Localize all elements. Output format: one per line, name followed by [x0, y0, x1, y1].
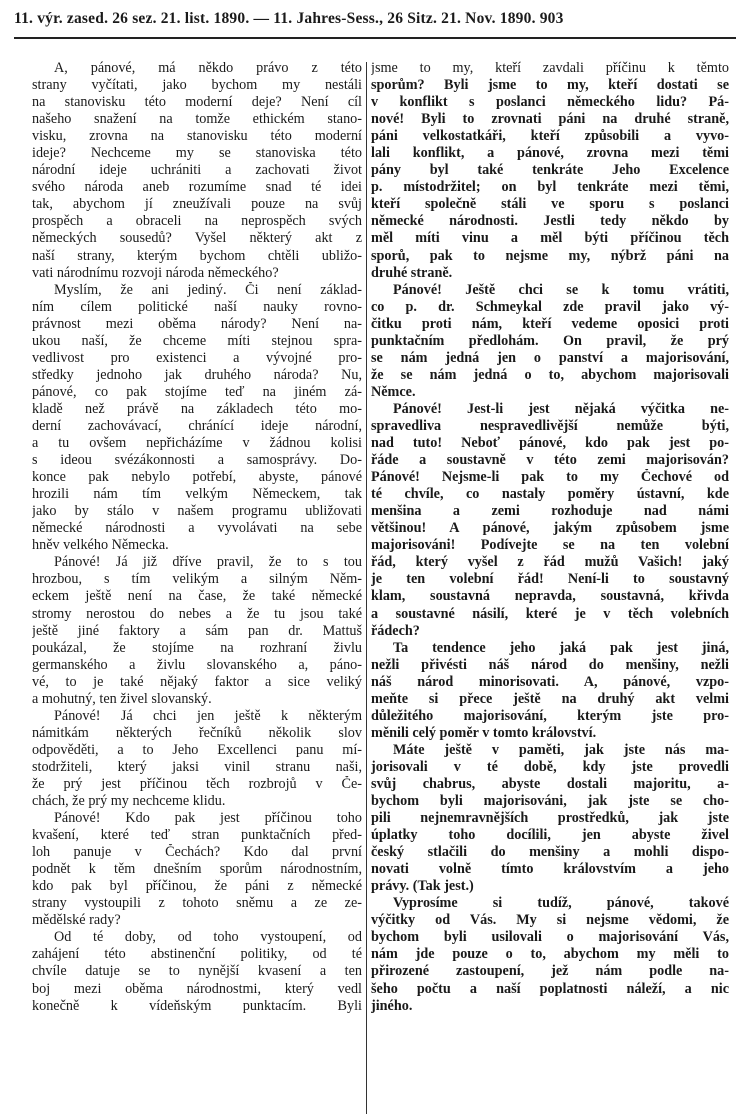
text-line: derní zachovávací, chránící ideje národní, — [32, 417, 362, 434]
text-line: přirozené zastoupení, jež nám podle na- — [371, 963, 729, 980]
text-line: ideje? Nechceme my se stanoviska této — [32, 145, 362, 162]
text-line: bychom byli majorisováni, jak jste se cho- — [371, 793, 729, 810]
text-line: mědělské rady? — [32, 912, 121, 929]
text-line: Pánové! Já již dříve pravil, že to s tou — [54, 554, 362, 571]
text-line: měnili celý poměr v tomto království. — [371, 724, 597, 741]
text-line: jsme to my, kteří zavdali příčinu k těmto — [371, 60, 729, 76]
text-line: bychom byli usilovali o majorisování Vás, — [371, 929, 729, 946]
text-line: meňte si přece ještě na druhý akt velmi — [371, 690, 729, 707]
text-line: jorisovali v té době, kdy jste provedli — [371, 758, 729, 775]
text-line: hněv velkého Německa. — [32, 537, 169, 554]
text-line: právnost mezi oběma národy? Není na- — [32, 315, 362, 332]
text-line: Pánové! Kdo pak jest příčinou toho — [54, 810, 362, 827]
text-line: Pánové! Ještě chci se k tomu vrátiti, — [393, 281, 729, 298]
text-line: nové! Byli to zrovnati páni na druhé straně, — [371, 111, 729, 128]
text-line: strany vyčítati, jako bychom my nestáli — [32, 77, 362, 94]
text-line: úplatky toho docílili, jen abyste živel — [371, 827, 729, 844]
text-line: jako by stálo v našem programu ubližovati — [32, 503, 362, 520]
text-line: a mohutný, ten živel slovanský. — [32, 690, 212, 707]
text-line: spravedliva nespravedlivější nemůže býti, — [371, 417, 729, 434]
text-line: na stanovisku této moderní deje? Není cíl — [32, 94, 362, 111]
text-line: pány byl také tenkráte Jeho Excelence — [371, 162, 729, 179]
text-line: Ta tendence jeho jaká pak jest jiná, — [393, 639, 729, 656]
text-line: šeho počtu a naší poplatnosti náleží, a nic — [371, 980, 729, 997]
text-line: Myslím, že ani jediný. Či není základ- — [54, 281, 362, 298]
text-line: Pánové! Já chci jen ještě k některým — [54, 707, 362, 724]
text-line: svého národa aneb rozumíme snad té idei — [32, 179, 362, 196]
text-line: nad tuto! Neboť pánové, kdo pak jest po- — [371, 435, 729, 452]
text-line: hrozbou, s tím velikým a silným Něm- — [32, 571, 362, 588]
text-line: prospěch a obraceli na neprospěch svých — [32, 213, 362, 230]
text-line: ním cílem politické naší nauky rovno- — [32, 298, 362, 315]
text-line: sporům? Byli jsme to my, kteří dostati se — [371, 77, 729, 94]
text-line: pili nejnemravnějších prostředků, jak jste — [371, 810, 729, 827]
running-header: 11. výr. zased. 26 sez. 21. list. 1890. — 11. Jahres-Sess., 26 Sitz. 21. Nov. 1890. 903 — [14, 10, 564, 27]
text-line: že se nám jedná o to, abychom majorisovali — [371, 366, 729, 383]
text-line: chách, že prý my nechceme klidu. — [32, 793, 226, 810]
column-divider — [366, 62, 367, 1114]
text-line: tak, abychom jí zneužívali pouze na svůj — [32, 196, 362, 213]
text-line: náš národ minorisovati. A, pánové, vzpo- — [371, 673, 729, 690]
text-line: naší strany, kterým bychom chtěli ubližo- — [32, 247, 362, 264]
text-line: punktačním předlohám. On pravil, že prý — [371, 332, 729, 349]
text-line: ještě jiné faktory a sám pan dr. Mattuš — [32, 622, 362, 639]
left-column — [32, 60, 362, 1015]
text-line: středky jednoho jak druhého národa? Nu, — [32, 366, 362, 383]
text-line: důležitého majorisování, kterým jste pro- — [371, 707, 729, 724]
text-line: svůj chabrus, abyste dostali majoritu, a- — [371, 775, 729, 792]
text-line: je ten volební řád! Není-li to soustavný — [371, 571, 729, 588]
text-line: řád, který vyšel z řád mužů Vašich! jaký — [371, 554, 729, 571]
text-line: a soustavné násilí, které je v těch volebních — [371, 605, 729, 622]
text-line: zahájení této abstinenční politiky, od té — [32, 946, 362, 963]
text-line: páni velkostatkáři, kteří způsobili a vyvo- — [371, 128, 729, 145]
text-line: našeho snažení na tomže ethickém stano- — [32, 111, 362, 128]
text-line: Pánové! Jest-li jest nějaká výčitka ne- — [393, 400, 729, 417]
text-line: námitkám některých řečníků několik slov — [32, 724, 362, 741]
text-line: lali konflikt, a pánové, zrovna mezi těmi — [371, 145, 729, 162]
text-line: právy. (Tak jest.) — [371, 878, 474, 895]
text-line: většinou! A pánové, jakým způsobem jsme — [371, 520, 729, 537]
text-line: kteří společně stáli ve sporu s poslanci — [371, 196, 729, 213]
text-line: ukou naší, že chceme míti stejnou spra- — [32, 332, 362, 349]
text-line: Němce. — [371, 383, 416, 400]
text-line: výčitky od Vás. My si nejsme vědomi, že — [371, 912, 729, 929]
text-line: řádech? — [371, 622, 420, 639]
text-line: odpověděti, a to Jeho Excellenci panu mí- — [32, 741, 362, 758]
text-line: měl míti vinu a měl býti příčinou těch — [371, 230, 729, 247]
text-line: klam, soustavná nepravda, soustavná, křivda — [371, 588, 729, 605]
text-line: hrozili nám tím velkým Německem, tak — [32, 486, 362, 503]
text-line: Vyprosíme si tudíž, pánové, takové — [393, 895, 729, 912]
text-line: vati národnímu rozvoji národa německého? — [32, 264, 279, 281]
text-line: Od té doby, od toho vystoupení, od — [54, 929, 362, 946]
text-line: novati volně tímto královstvím a jeho — [371, 861, 729, 878]
text-line: vé, to je také nějaký faktor a sice veliký — [32, 673, 362, 690]
text-line: německých sousedů? Vyšel některý akt z — [32, 230, 362, 247]
text-line: sporů, pak to nejsme my, nýbrž páni na — [371, 247, 729, 264]
text-line: konečně k vídeňským punktacím. Byli — [32, 997, 362, 1014]
text-line: menšina a zemi rozhoduje nad námi — [371, 503, 729, 520]
text-line: se nám jedná jen o panství a majorisování, — [371, 349, 729, 366]
text-line: loh panuje v Čechách? Kdo dal první — [32, 844, 362, 861]
right-column — [371, 60, 729, 1015]
text-line: kdo pak byl příčinou, že páni z německé — [32, 878, 362, 895]
text-line: nežli přivésti náš národ do menšiny, nežli — [371, 656, 729, 673]
text-line: národní ideje uchrániti a zachovati život — [32, 162, 362, 179]
text-line: germanského a živlu slovanského a, páno- — [32, 656, 362, 673]
text-line: stodržiteli, který jaksi vinil stranu naši, — [32, 758, 362, 775]
text-line: německé národnosti. Jestli tedy někdo by — [371, 213, 729, 230]
text-line: podnět k těm dnešním sporům národnostním, — [32, 861, 362, 878]
text-line: stromy nerostou do nebes a že tu jsou také — [32, 605, 362, 622]
text-line: v konflikt s poslanci německého lidu? Pá- — [371, 94, 729, 111]
text-line: a tu ovšem nepřicházíme v žádnou kolisi — [32, 435, 362, 452]
text-line: Máte ještě v paměti, jak jste nás ma- — [393, 741, 729, 758]
text-line: chvíle datuje se to nynější kvasení a ten — [32, 963, 362, 980]
text-line: kvašení, které teď stran punktačních před- — [32, 827, 362, 844]
text-line: strany vystoupili z tohoto sněmu a ze ze- — [32, 895, 362, 912]
text-line: co p. dr. Schmeykal zde pravil jako vý- — [371, 298, 729, 315]
text-line: druhé straně. — [371, 264, 453, 281]
text-line: pánové, co pak stojíme teď na jiném zá- — [32, 383, 362, 400]
text-line: té chvíle, co nastaly poměry ústavní, kde — [371, 486, 729, 503]
text-line: vedlivost pro existenci a vývojné pro- — [32, 349, 362, 366]
text-line: kladě než právě na základech této mo- — [32, 400, 362, 417]
text-line: jiného. — [371, 997, 413, 1014]
text-line: A, pánové, má někdo právo z této — [54, 60, 362, 76]
header-rule — [14, 37, 736, 39]
text-line: eckem ještě není na čase, že také německé — [32, 588, 362, 605]
text-line: majorisováni! Podívejte se na ten volební — [371, 537, 729, 554]
text-line: Pánové! Nejsme-li pak to my Čechové od — [371, 469, 729, 486]
text-line: p. místodržitel; on byl tenkráte mezi těmi, — [371, 179, 729, 196]
text-line: český stlačili do menšiny a mohli dispo- — [371, 844, 729, 861]
text-line: že prý jest příčinou těch rozbrojů v Če- — [32, 775, 362, 792]
text-line: konce pak nebylo potřebí, abyste, pánové — [32, 469, 362, 486]
text-line: řáde a soustavně v této zemi majorisován? — [371, 452, 729, 469]
text-line: poukázal, že stojíme na rozhraní živlu — [32, 639, 362, 656]
text-line: čitku proti nám, kteří vedeme oposici proti — [371, 315, 729, 332]
text-line: boj mezi oběma národnostmi, který vedl — [32, 980, 362, 997]
text-line: visku, zrovna na stanovisku této moderní — [32, 128, 362, 145]
text-line: nám jde pouze o to, abychom my měli to — [371, 946, 729, 963]
text-line: německé národnosti a vyvolávati na sebe — [32, 520, 362, 537]
text-line: s ideou svézákonnosti a samosprávy. Do- — [32, 452, 362, 469]
